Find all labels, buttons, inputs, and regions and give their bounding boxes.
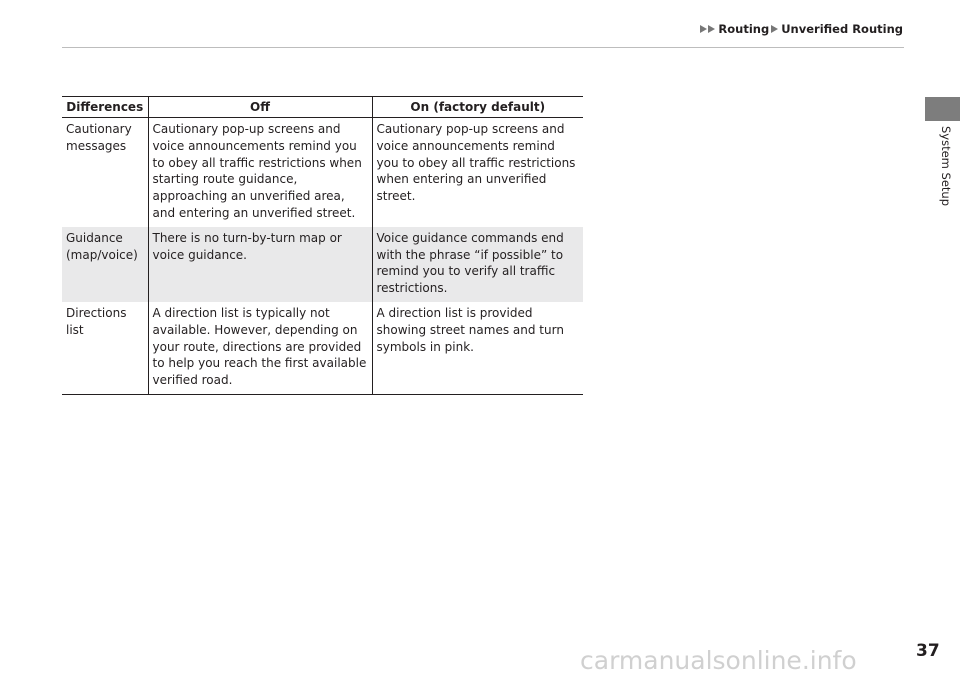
header-off: Off xyxy=(148,97,372,118)
on-cell: Voice guidance commands end with the phrase “if possible” to remind you to verify all traffic restrictions. xyxy=(372,227,583,302)
header-on: On (factory default) xyxy=(372,97,583,118)
section-label: System Setup xyxy=(939,126,953,207)
breadcrumb-arrow-icon xyxy=(700,25,707,33)
breadcrumb-arrow-icon xyxy=(708,25,715,33)
on-cell: A direction list is provided showing street names and turn symbols in pink. xyxy=(372,302,583,394)
table-row xyxy=(62,118,583,227)
breadcrumb-item-unverified-routing: Unverified Routing xyxy=(781,22,903,36)
table-row xyxy=(62,302,583,394)
table-header-row xyxy=(62,97,583,118)
header-differences: Differences xyxy=(62,97,148,118)
off-cell: There is no turn-by-turn map or voice guidance. xyxy=(148,227,372,302)
row-label: Directions list xyxy=(62,302,148,394)
differences-table xyxy=(62,96,583,395)
header-divider xyxy=(62,47,904,48)
page-number: 37 xyxy=(916,641,940,661)
row-label: Guidance (map/voice) xyxy=(62,227,148,302)
off-cell: A direction list is typically not available. However, depending on your route, directions are provided to help you reach the first available verified road. xyxy=(148,302,372,394)
breadcrumb-arrow-icon xyxy=(771,25,778,33)
off-cell: Cautionary pop-up screens and voice announcements remind you to obey all traffic restrictions when starting route guidance, approaching an unverified area, and entering an unverified street. xyxy=(148,118,372,227)
breadcrumb xyxy=(700,22,903,36)
table-row xyxy=(62,227,583,302)
watermark: carmanualsonline.info xyxy=(580,646,857,675)
breadcrumb-item-routing[interactable]: Routing xyxy=(718,22,770,36)
row-label: Cautionary messages xyxy=(66,122,132,153)
on-cell: Cautionary pop-up screens and voice announcements remind you to obey all traffic restrictions when entering an unverified street. xyxy=(372,118,583,227)
section-tab-marker xyxy=(925,97,960,121)
